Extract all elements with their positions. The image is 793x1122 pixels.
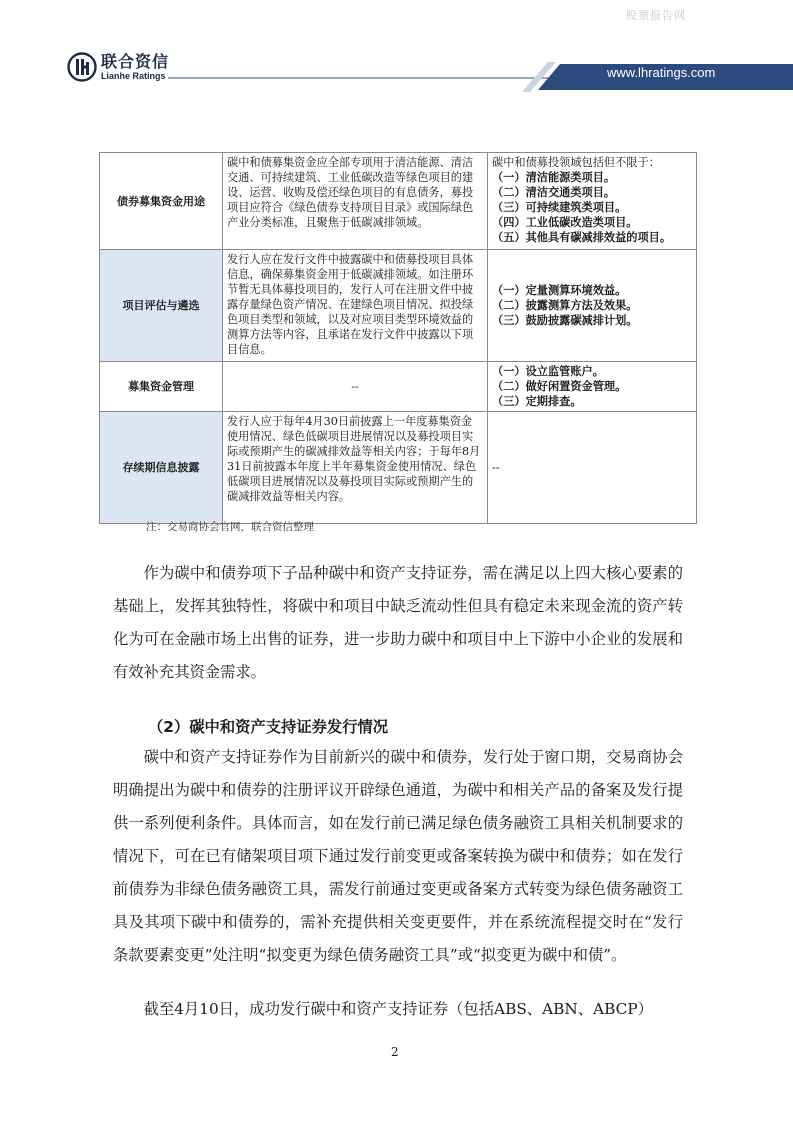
list-item: （三）可持续建筑类项目。 bbox=[492, 201, 627, 214]
table-row bbox=[100, 250, 697, 362]
row-label: 债券募集资金用途 bbox=[100, 153, 223, 250]
table-row bbox=[100, 362, 697, 412]
row-label: 存续期信息披露 bbox=[100, 412, 223, 524]
paragraph: 作为碳中和债券项下子品种碳中和资产支持证券，需在满足以上四大核心要素的基础上，发挥其独特性，将碳中和项目中缺乏流动性但具有稳定未来现金流的资产转化为可在金融市场上出售的证券，进一步助力碳中和项目中上下游中小企业的发展和有效补充其资金需求。 bbox=[113, 564, 683, 681]
row-description: -- bbox=[223, 362, 488, 412]
core-requirements-table bbox=[99, 152, 697, 524]
site-url[interactable]: www.lhratings.com bbox=[607, 65, 716, 80]
row-items bbox=[488, 362, 697, 412]
row-description: 发行人应于每年4月30日前披露上一年度募集资金使用情况、绿色低碳项目进展情况以及募投项目实际或预期产生的碳减排效益等相关内容；于每年8月31日前披露本年度上半年募集资金使用情况、绿色低碳项目进展情况以及募投项目实际或预期产生的碳减排效益等相关内容。 bbox=[223, 412, 488, 524]
table-row bbox=[100, 153, 697, 250]
row-description: 碳中和债募集资金应全部专项用于清洁能源、清洁交通、可持续建筑、工业低碳改造等绿色项目的建设、运营、收购及偿还绿色项目的有息债务，募投项目应符合《绿色债券支持项目目录》或国际绿色产业分类标准，且聚焦于低碳减排领域。 bbox=[223, 153, 488, 250]
list-item: （二）披露测算方法及效果。 bbox=[492, 299, 638, 312]
page-number: 2 bbox=[391, 1045, 399, 1059]
row-description: 发行人应在发行文件中披露碳中和债募投项目具体信息，确保募集资金用于低碳减排领域。如注册环节暂无具体募投项目的，发行人可在注册文件中披露存量绿色资产情况、在建绿色项目情况、拟投绿色项目类型和领域，以及对应项目类型环境效益的测算方法等内容，且承诺在发行文件中披露以下项目信息。 bbox=[223, 250, 488, 362]
row-items bbox=[488, 153, 697, 250]
row-label: 募集资金管理 bbox=[100, 362, 223, 412]
list-item: （五）其他具有碳减排效益的项目。 bbox=[492, 231, 672, 244]
list-item: （一）设立监管账户。 bbox=[492, 365, 604, 378]
list-item: （二）做好闲置资金管理。 bbox=[492, 380, 627, 393]
list-item: （二）清洁交通类项目。 bbox=[492, 186, 616, 199]
paragraph: 碳中和资产支持证券作为目前新兴的碳中和债券，发行处于窗口期，交易商协会明确提出为碳中和债券的注册评议开辟绿色通道，为碳中和相关产品的备案及发行提供一系列便利条件。具体而言，如在发行前已满足绿色债务融资工具相关机制要求的情况下，可在已有储架项目项下通过发行前变更或备案转换为碳中和债券；如在发行前债券为非绿色债务融资工具，需发行前通过变更或备案方式转变为绿色债务融资工具及其项下碳中和债券的，需补充提供相关变更要件，并在系统流程提交时在“发行条款要素变更”处注明“拟变更为绿色债务融资工具”或“拟变更为碳中和债”。 bbox=[113, 748, 683, 964]
table-row bbox=[100, 412, 697, 524]
watermark: 股票报告网 bbox=[626, 9, 686, 22]
logo-english-name: Lianhe Ratings bbox=[101, 70, 166, 81]
row-items: -- bbox=[488, 412, 697, 524]
list-item: （一）清洁能源类项目。 bbox=[492, 171, 616, 184]
list-item: （三）定期排查。 bbox=[492, 395, 582, 408]
list-item: （三）鼓励披露碳减排计划。 bbox=[492, 314, 638, 327]
row-items bbox=[488, 250, 697, 362]
list-item: （一）定量测算环境效益。 bbox=[492, 284, 627, 297]
logo-chinese-name: 联合资信 bbox=[101, 51, 170, 71]
paragraph: 截至4月10日，成功发行碳中和资产支持证券（包括ABS、ABN、ABCP） bbox=[143, 1000, 653, 1018]
list-intro: 碳中和债募投领域包括但不限于： bbox=[492, 156, 660, 169]
list-item: （四）工业低碳改造类项目。 bbox=[492, 216, 638, 229]
section-heading: （2）碳中和资产支持证券发行情况 bbox=[148, 718, 389, 736]
table-note: 注：交易商协会官网，联合资信整理 bbox=[146, 521, 314, 533]
row-label: 项目评估与遴选 bbox=[100, 250, 223, 362]
